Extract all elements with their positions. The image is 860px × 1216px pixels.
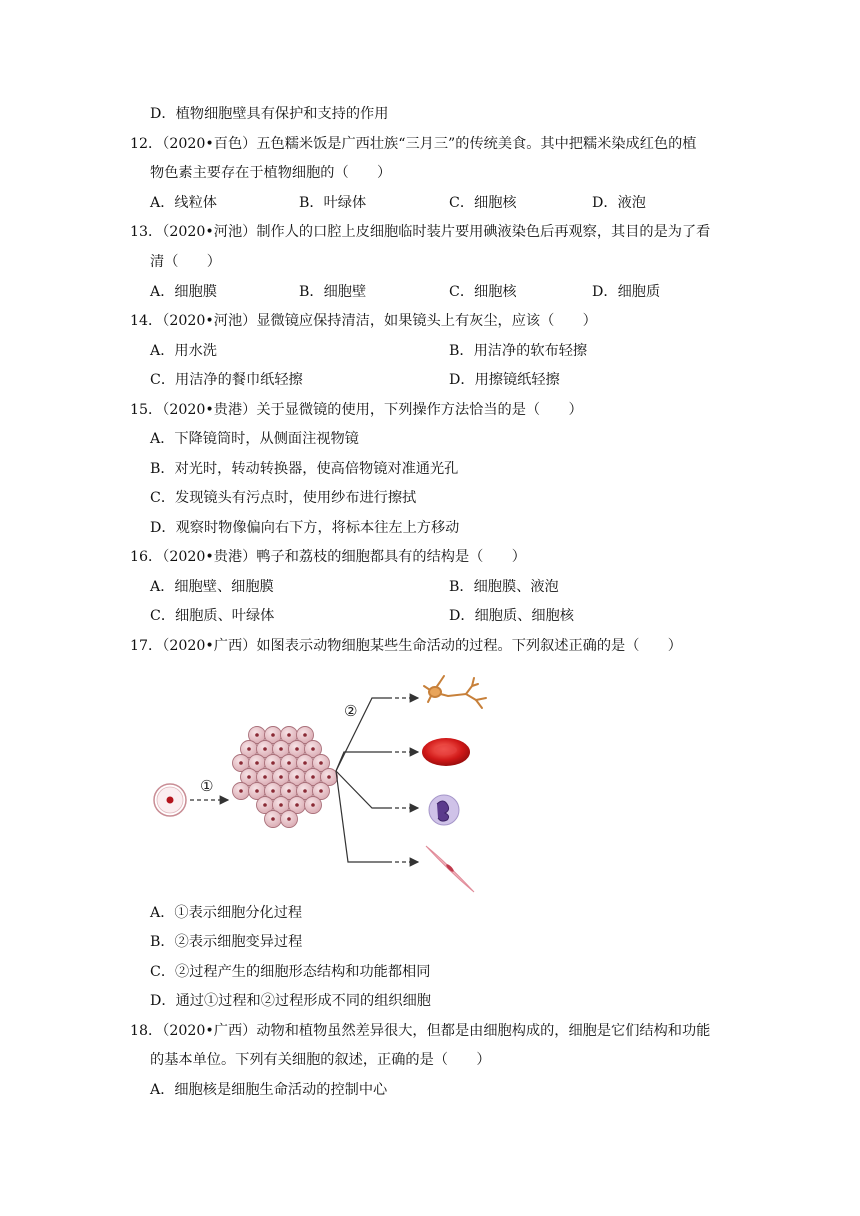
q13-option-d: D．细胞质	[592, 284, 661, 300]
q14-option-b: B．用洁净的软布轻擦	[449, 343, 588, 359]
q14-stem: 14．（2020•河池）显微镜应保持清洁，如果镜头上有灰尘，应该（ ）	[130, 313, 597, 329]
cell-cluster	[233, 727, 338, 828]
cluster-cell-nucleus	[255, 789, 259, 793]
q13-option-c: C．细胞核	[449, 284, 517, 300]
q17-stem: 17．（2020•广西）如图表示动物细胞某些生命活动的过程。下列叙述正确的是（ ）	[130, 638, 682, 654]
q16-option-d: D．细胞质、细胞核	[449, 608, 574, 624]
q15-option-a: A．下降镜筒时，从侧面注视物镜	[150, 431, 359, 447]
cluster-cell-nucleus	[279, 775, 283, 779]
cluster-cell-nucleus	[263, 803, 267, 807]
cluster-cell-nucleus	[271, 817, 275, 821]
q16-option-a: A．细胞壁、细胞膜	[150, 579, 274, 595]
cluster-cell-nucleus	[279, 803, 283, 807]
q17-option-a: A．①表示细胞分化过程	[150, 905, 303, 921]
mark-2-label: ②	[344, 702, 358, 720]
branch-lines	[336, 698, 388, 862]
red-blood-cell	[422, 738, 470, 766]
cluster-cell-nucleus	[311, 747, 315, 751]
q12-stem-line1: 12．（2020•百色）五色糯米饭是广西壮族“三月三”的传统美食。其中把糯米染成红色的植	[130, 136, 697, 152]
cluster-cell-nucleus	[287, 733, 291, 737]
cluster-cell-nucleus	[271, 761, 275, 765]
q12-option-b: B．叶绿体	[299, 195, 367, 211]
cluster-cell-nucleus	[303, 761, 307, 765]
q16-option-c: C．细胞质、叶绿体	[150, 608, 275, 624]
q14-option-a: A．用水洗	[150, 343, 217, 359]
q13-stem-line2: 清（ ）	[150, 254, 221, 270]
q13-stem-line1: 13．（2020•河池）制作人的口腔上皮细胞临时装片要用碘液染色后再观察，其目的是为了看	[130, 224, 711, 240]
q15-option-c: C．发现镜头有污点时，使用纱布进行擦拭	[150, 490, 417, 506]
cluster-cell-nucleus	[311, 775, 315, 779]
q17-option-c: C．②过程产生的细胞形态结构和功能都相同	[150, 964, 431, 980]
single-cell	[154, 784, 186, 816]
cluster-cell-nucleus	[287, 817, 291, 821]
q14-option-d: D．用擦镜纸轻擦	[449, 372, 560, 388]
q14-option-c: C．用洁净的餐巾纸轻擦	[150, 372, 303, 388]
mark-1-label: ①	[200, 777, 214, 795]
cluster-cell-nucleus	[287, 761, 291, 765]
cluster-cell-nucleus	[319, 789, 323, 793]
outcome-arrows	[388, 698, 418, 862]
q17-option-b: B．②表示细胞变异过程	[150, 934, 303, 950]
cluster-cell-nucleus	[287, 789, 291, 793]
cluster-cell-nucleus	[303, 789, 307, 793]
cluster-cell-nucleus	[311, 803, 315, 807]
white-blood-cell	[429, 795, 459, 825]
q12-option-a: A．线粒体	[150, 195, 217, 211]
q17-option-d: D．通过①过程和②过程形成不同的组织细胞	[150, 993, 431, 1009]
cluster-cell-nucleus	[295, 747, 299, 751]
q12-stem-line2: 物色素主要存在于植物细胞的（ ）	[150, 165, 392, 181]
cluster-cell-nucleus	[279, 747, 283, 751]
cluster-cell-nucleus	[239, 761, 243, 765]
q15-option-d: D．观察时物像偏向右下方，将标本往左上方移动	[150, 520, 460, 536]
cluster-cell-nucleus	[255, 733, 259, 737]
cluster-cell-nucleus	[255, 761, 259, 765]
cluster-cell-nucleus	[271, 733, 275, 737]
q16-option-b: B．细胞膜、液泡	[449, 579, 559, 595]
q15-stem: 15．（2020•贵港）关于显微镜的使用，下列操作方法恰当的是（ ）	[130, 402, 583, 418]
cluster-cell-nucleus	[319, 761, 323, 765]
cell-division-differentiation-figure	[148, 668, 500, 896]
smooth-muscle-cell	[426, 846, 474, 892]
q12-option-d: D．液泡	[592, 195, 646, 211]
cluster-cell-nucleus	[247, 775, 251, 779]
q18-option-a: A．细胞核是细胞生命活动的控制中心	[150, 1082, 388, 1098]
q18-stem-line1: 18．（2020•广西）动物和植物虽然差异很大，但都是由细胞构成的，细胞是它们结构和功能	[130, 1023, 711, 1039]
cluster-cell-nucleus	[263, 747, 267, 751]
cluster-cell-nucleus	[271, 789, 275, 793]
q13-option-b: B．细胞壁	[299, 284, 367, 300]
cluster-cell-nucleus	[295, 775, 299, 779]
q18-stem-line2: 的基本单位。下列有关细胞的叙述，正确的是（ ）	[150, 1052, 491, 1068]
figure-drawing	[148, 668, 500, 896]
q15-option-b: B．对光时，转动转换器，使高倍物镜对准通光孔	[150, 461, 459, 477]
q16-stem: 16．（2020•贵港）鸭子和荔枝的细胞都具有的结构是（ ）	[130, 549, 526, 565]
q12-option-c: C．细胞核	[449, 195, 517, 211]
cluster-cell-nucleus	[303, 733, 307, 737]
q11-option-d: D．植物细胞壁具有保护和支持的作用	[150, 106, 389, 122]
cluster-cell-nucleus	[239, 789, 243, 793]
neuron-cell	[424, 676, 486, 708]
cluster-cell-nucleus	[295, 803, 299, 807]
cluster-cell-nucleus	[327, 775, 331, 779]
cluster-cell-nucleus	[247, 747, 251, 751]
q13-option-a: A．细胞膜	[150, 284, 217, 300]
cluster-cell-nucleus	[263, 775, 267, 779]
